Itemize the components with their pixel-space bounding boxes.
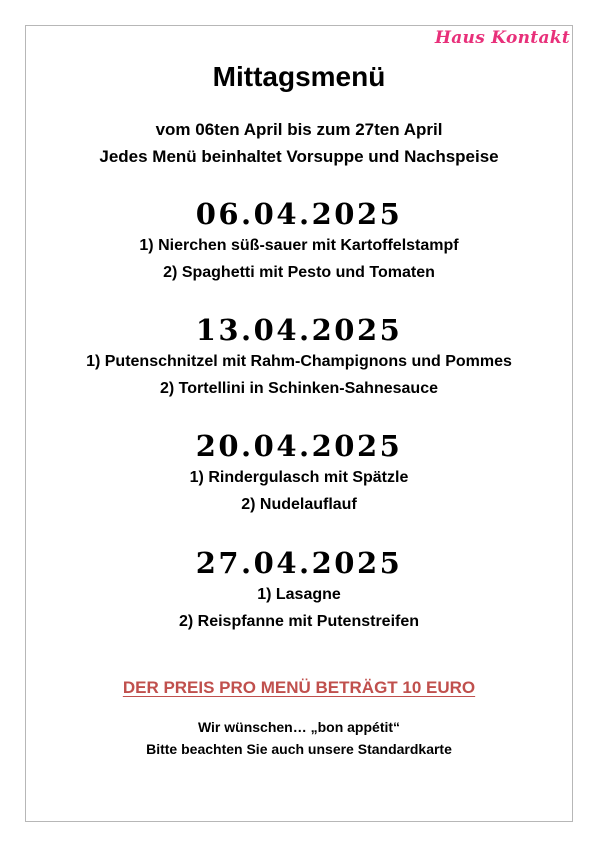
menu-day	[25, 196, 573, 286]
menu-day	[25, 545, 573, 635]
dish-item: 1) Nierchen süß-sauer mit Kartoffelstampf	[139, 237, 459, 254]
price-notice: DER PREIS PRO MENÜ BETRÄGT 10 EURO	[122, 678, 476, 697]
menu-subtitle	[25, 116, 573, 170]
standard-menu-note: Bitte beachten Sie auch unsere Standardkarte	[146, 741, 452, 757]
brand-logo: Haus Kontakt	[434, 28, 570, 48]
menu-date: 27.04.2025	[195, 546, 403, 580]
date-range-text: vom 06ten April bis zum 27ten April	[155, 120, 443, 139]
dish-item: 2) Reispfanne mit Putenstreifen	[178, 613, 420, 630]
dish-item: 1) Lasagne	[257, 586, 341, 603]
dish-item: 1) Putenschnitzel mit Rahm-Champignons und Pommes	[86, 353, 512, 370]
menu-date: 06.04.2025	[195, 197, 403, 231]
includes-text: Jedes Menü beinhaltet Vorsuppe und Nachspeise	[99, 147, 499, 166]
page-title: Mittagsmenü	[212, 61, 386, 92]
menu-day	[25, 428, 573, 518]
closing-text	[25, 716, 573, 760]
menu-day	[25, 312, 573, 402]
greeting-text: Wir wünschen… „bon appétit“	[197, 719, 401, 735]
dish-item: 2) Tortellini in Schinken-Sahnesauce	[160, 380, 438, 397]
menu-date: 13.04.2025	[195, 313, 403, 347]
dish-item: 2) Nudelauflauf	[241, 496, 357, 513]
dish-item: 1) Rindergulasch mit Spätzle	[189, 469, 409, 486]
menu-date: 20.04.2025	[195, 429, 403, 463]
dish-item: 2) Spaghetti mit Pesto und Tomaten	[163, 264, 435, 281]
